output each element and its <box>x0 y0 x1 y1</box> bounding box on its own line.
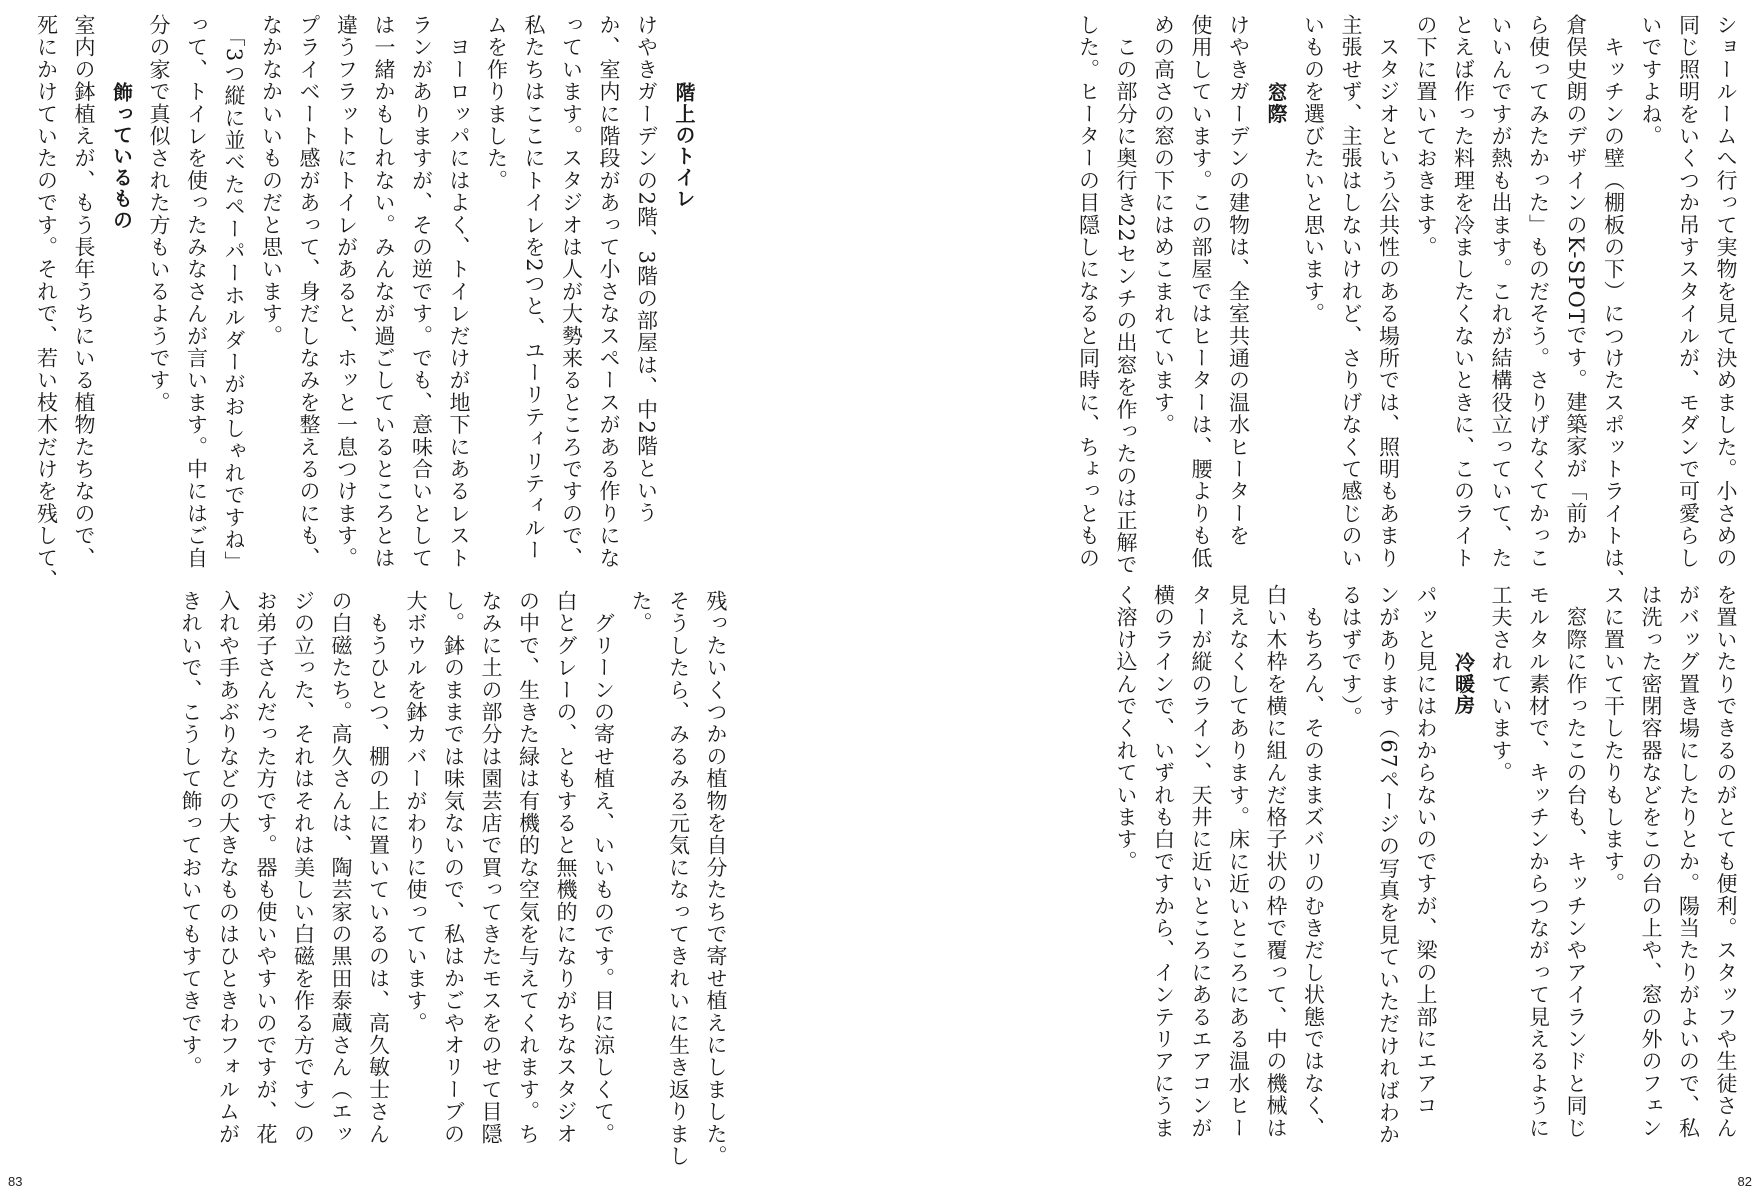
text-line: 私たちはここにトイレを2つと、ユーリティリティルー <box>522 14 546 562</box>
text-line: ら使ってみたかった」ものだそう。さりげなくてかっこ <box>1526 14 1551 569</box>
section-heading: 冷暖房 <box>1451 652 1476 716</box>
text-line: けやきガーデンの建物は、全室共通の温水ヒーターを <box>1226 14 1251 547</box>
text-line: ショールームへ行って実物を見て決めました。小さめの <box>1714 14 1738 569</box>
section-heading: 飾っているもの <box>109 82 134 231</box>
text-line: 「3つ縦に並べたペーパーホルダーがおしゃれですね」 <box>222 14 246 574</box>
text-line: 死にかけていたのです。それで、若い枝木だけを残して、 <box>34 14 59 592</box>
text-line: プライベート感があって、身だしなみを整えるのにも、 <box>297 14 321 569</box>
text-line: そうしたら、みるみる元気になってきれいに生き返りまし <box>666 590 691 1168</box>
text-line: 主張せず、主張はしないけれど、さりげなくて感じのい <box>1339 14 1363 569</box>
text-line: は洗った密閉容器などをこの台の上や、窓の外のフェン <box>1639 584 1663 1139</box>
text-line: グリーンの寄せ植え、いいものです。目に涼しくて。 <box>591 590 616 1145</box>
text-line: 入れや手あぶりなどの大きなものはひときわフォルムが <box>216 590 241 1145</box>
text-line: の白磁たち。高久さんは、陶芸家の黒田泰蔵さん（エッ <box>329 590 353 1145</box>
right-page-bottom-block <box>1107 584 1745 1146</box>
page-number-right: 82 <box>1737 1174 1752 1189</box>
text-line: 分の家で真似された方もいるようです。 <box>147 14 171 414</box>
text-line: るはずです）。 <box>1339 584 1363 729</box>
text-line: モルタル素材で、キッチンからつながって見えるように <box>1526 584 1551 1139</box>
text-line: 残ったいくつかの植物を自分たちで寄せ植えにしました。 <box>704 590 728 1168</box>
text-line: キッチンの壁（棚板の下）につけたスポットライトは、 <box>1601 14 1626 592</box>
text-line: お弟子さんだった方です。器も使いやすいのですが、花 <box>254 590 278 1145</box>
text-line: めの高さの窓の下にはめこまれています。 <box>1151 14 1176 436</box>
text-line: もちろん、そのままズバリのむきだし状態ではなく、 <box>1301 584 1326 1139</box>
text-line: スタジオという公共性のある場所では、照明もあまり <box>1376 14 1401 569</box>
text-line: は一緒かもしれない。みんなが過ごしているところとは <box>372 14 396 569</box>
text-line: ランがありますが、その逆です。でも、意味合いとして <box>409 14 434 569</box>
text-line: 見えなくしてあります。床に近いところにある温水ヒー <box>1226 584 1251 1139</box>
text-line: 同じ照明をいくつか吊すスタイルが、モダンで可愛らし <box>1676 14 1701 569</box>
text-line: 白い木枠を横に組んだ格子状の枠で覆って、中の機械は <box>1264 584 1288 1140</box>
text-line: し。鉢のままでは味気ないので、私はかごやオリーブの <box>441 590 466 1145</box>
text-line: か、室内に階段があって小さなスペースがある作りにな <box>597 14 621 569</box>
text-line: なかなかいいものだと思います。 <box>259 14 284 347</box>
text-line: 室内の鉢植えが、もう長年うちにいる植物たちなので、 <box>72 14 96 569</box>
text-line: た。 <box>629 590 653 635</box>
text-line: 工夫されています。 <box>1489 584 1513 784</box>
text-line: の下に置いておきます。 <box>1414 14 1438 259</box>
text-line: っています。スタジオは人が大勢来るところですので、 <box>559 14 584 569</box>
right-page-top-block <box>1069 14 1744 592</box>
text-line: 白とグレーの、ともすると無機的になりがちなスタジオ <box>554 590 578 1145</box>
section-heading: 窓際 <box>1264 82 1288 125</box>
text-line: ジの立った、それはそれは美しい白磁を作る方です）の <box>291 590 316 1145</box>
text-line: ンがあります（67ページの写真を見ていただければわか <box>1376 584 1401 1146</box>
left-page-bottom-block <box>172 590 735 1168</box>
text-line: きれいで、こうして飾っておいてもすてきです。 <box>179 590 203 1079</box>
text-line: この部分に奥行き22センチの出窓を作ったのは正解で <box>1114 14 1138 576</box>
text-line: した。ヒーターの目隠しになると同時に、ちょっともの <box>1076 14 1101 569</box>
text-line: く溶け込んでくれています。 <box>1114 584 1138 873</box>
text-line: ヨーロッパにはよく、トイレだけが地下にあるレスト <box>447 14 471 569</box>
page-number-left: 83 <box>8 1174 23 1189</box>
section-heading: 階上のトイレ <box>672 82 696 210</box>
text-line: の中で、生きた緑は有機的な空気を与えてくれます。ち <box>516 590 541 1145</box>
text-line: なみに土の部分は園芸店で買ってきたモスをのせて目隠 <box>479 590 503 1145</box>
text-line: って、トイレを使ったみなさんが言います。中にはご自 <box>184 14 209 569</box>
text-line: を置いたりできるのがとても便利。スタッフや生徒さん <box>1714 584 1738 1139</box>
text-line: けやきガーデンの2階、3階の部屋は、中2階という <box>634 14 659 524</box>
text-line: 横のラインで、いずれも白ですから、インテリアにうま <box>1151 584 1176 1139</box>
text-line: 大ボウルを鉢カバーがわりに使っています。 <box>404 590 428 1034</box>
text-line: ムを作りました。 <box>484 14 509 192</box>
text-line: 窓際に作ったこの台も、キッチンやアイランドと同じ <box>1564 584 1588 1139</box>
text-line: いですよね。 <box>1639 14 1663 148</box>
text-line: いものを選びたいと思います。 <box>1301 14 1326 325</box>
text-line: 使用しています。この部屋ではヒーターは、腰よりも低 <box>1189 14 1213 569</box>
text-line: スに置いて干したりもします。 <box>1601 584 1626 895</box>
text-line: パッと見にはわからないのですが、梁の上部にエアコ <box>1414 584 1438 1117</box>
text-line: もうひとつ、棚の上に置いているのは、高久敏士さん <box>366 590 391 1145</box>
text-line: がバッグ置き場にしたりとか。陽当たりがよいので、私 <box>1676 584 1701 1139</box>
left-page-top-block <box>27 14 702 592</box>
text-line: ターが縦のライン、天井に近いところにあるエアコンが <box>1189 584 1213 1139</box>
text-line: 倉俣史朗のデザインのK-SPOTです。建築家が「前か <box>1564 14 1588 547</box>
text-line: とえば作った料理を冷ましたくないときに、このライト <box>1451 14 1476 569</box>
text-line: 違うフラットにトイレがあると、ホッと一息つけます。 <box>334 14 359 569</box>
text-line: いいんですが熱も出ます。これが結構役立っていて、た <box>1489 14 1513 569</box>
